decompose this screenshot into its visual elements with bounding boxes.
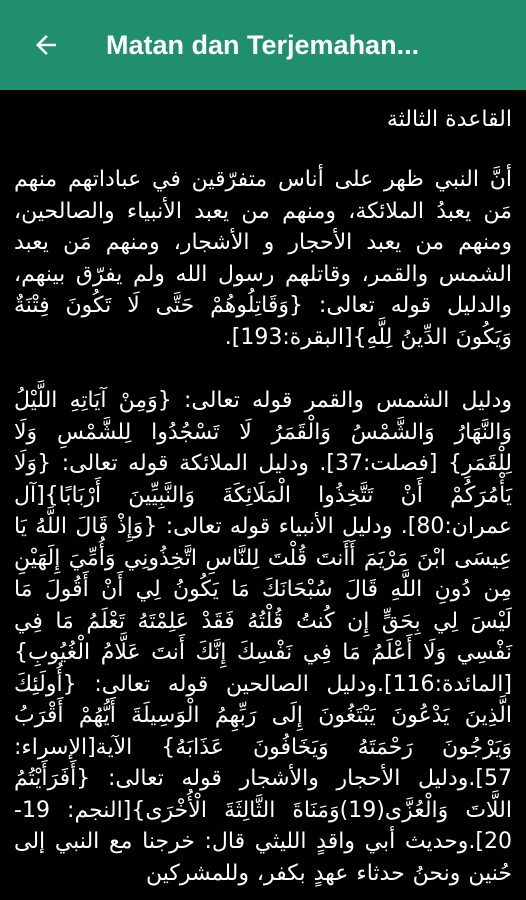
app-toolbar (0, 0, 526, 90)
text-content[interactable] (0, 90, 526, 900)
paragraph-2: ودليل الشمس والقمر قوله تعالى: {وَمِنْ آيَاتِهِ اللَّيْلُ وَالنَّهَارُ وَالشَّمْسُ وَالْقَمَرُ لَا تَسْجُدُوا لِلشَّمْسِ وَلَا لِلْقَمَرِ} [فصلت:37]. ودليل الملائكة قوله تعالى: {وَلَا يَأْمُرَكُمْ أَنْ تَتَّخِذُوا الْمَلَائِكَةَ وَالنَّبِيِّينَ أَرْبَابًا}[آل عمران:80]. ودليل الأنبياء قوله تعالى: {وَإِذْ قَالَ اللَّهُ يَا عِيسَى ابْنَ مَرْيَمَ أَأَنتَ قُلْتَ لِلنَّاسِ اتَّخِذُونِي وَأُمِّيَ إِلَهَيْنِ مِن دُونِ اللَّهِ قَالَ سُبْحَانَكَ مَا يَكُونُ لِي أَنْ أَقُولَ مَا لَيْسَ لِي بِحَقٍّ إِن كُنتُ قُلْتُهُ فَقَدْ عَلِمْتَهُ تَعْلَمُ مَا فِي نَفْسِي وَلَا أَعْلَمُ مَا فِي نَفْسِكَ إِنَّكَ أَنتَ عَلَّامُ الْغُيُوبِ} [المائدة:116].ودليل الصالحين قوله تعالى: {أُولَئِكَ الَّذِينَ يَدْعُونَ يَبْتَغُونَ إِلَى رَبِّهِمُ الْوَسِيلَةَ أَيُّهُمْ أَقْرَبُ وَيَرْجُونَ رَحْمَتَهُ وَيَخَافُونَ عَذَابَهُ} الآية[الإسراء: 57].ودليل الأحجار والأشجار قوله تعالى: {أَفَرَأَيْتُمُ اللَّاتَ وَالْعُزَّى(19)وَمَنَاةَ الثَّالِثَةَ الْأُخْرَى}[النجم: 19-20].وحديث أبي واقدٍ الليثي قال: خرجنا مع النبي إلى حُنين ونحنُ حدثاء عهدٍ بكفر، وللمشركين (14, 388, 512, 886)
arrow-left-icon (31, 30, 61, 60)
paragraph-1: أنَّ النبي ظهر على أناس متفرّقين في عباداتهم منهم مَن يعبدُ الملائكة، ومنهم من يعبد الأنبياء والصالحين، ومنهم من يعبد الأحجار و الأشجار، ومنهم مَن يعبد الشمس والقمر، وقاتلهم رسول الله ولم يفرّق بينهم، والدليل قوله تعالى: {وَقَاتِلُوهُمْ حَتَّى لَا تَكُونَ فِتْنَةٌ وَيَكُونَ الدِّينُ لِلَّهِ}[البقرة:193]. (14, 167, 512, 350)
page-title: Matan dan Terjemahan... (106, 29, 420, 60)
back-button[interactable] (14, 13, 78, 77)
section-heading: القاعدة الثالثة (386, 107, 512, 132)
